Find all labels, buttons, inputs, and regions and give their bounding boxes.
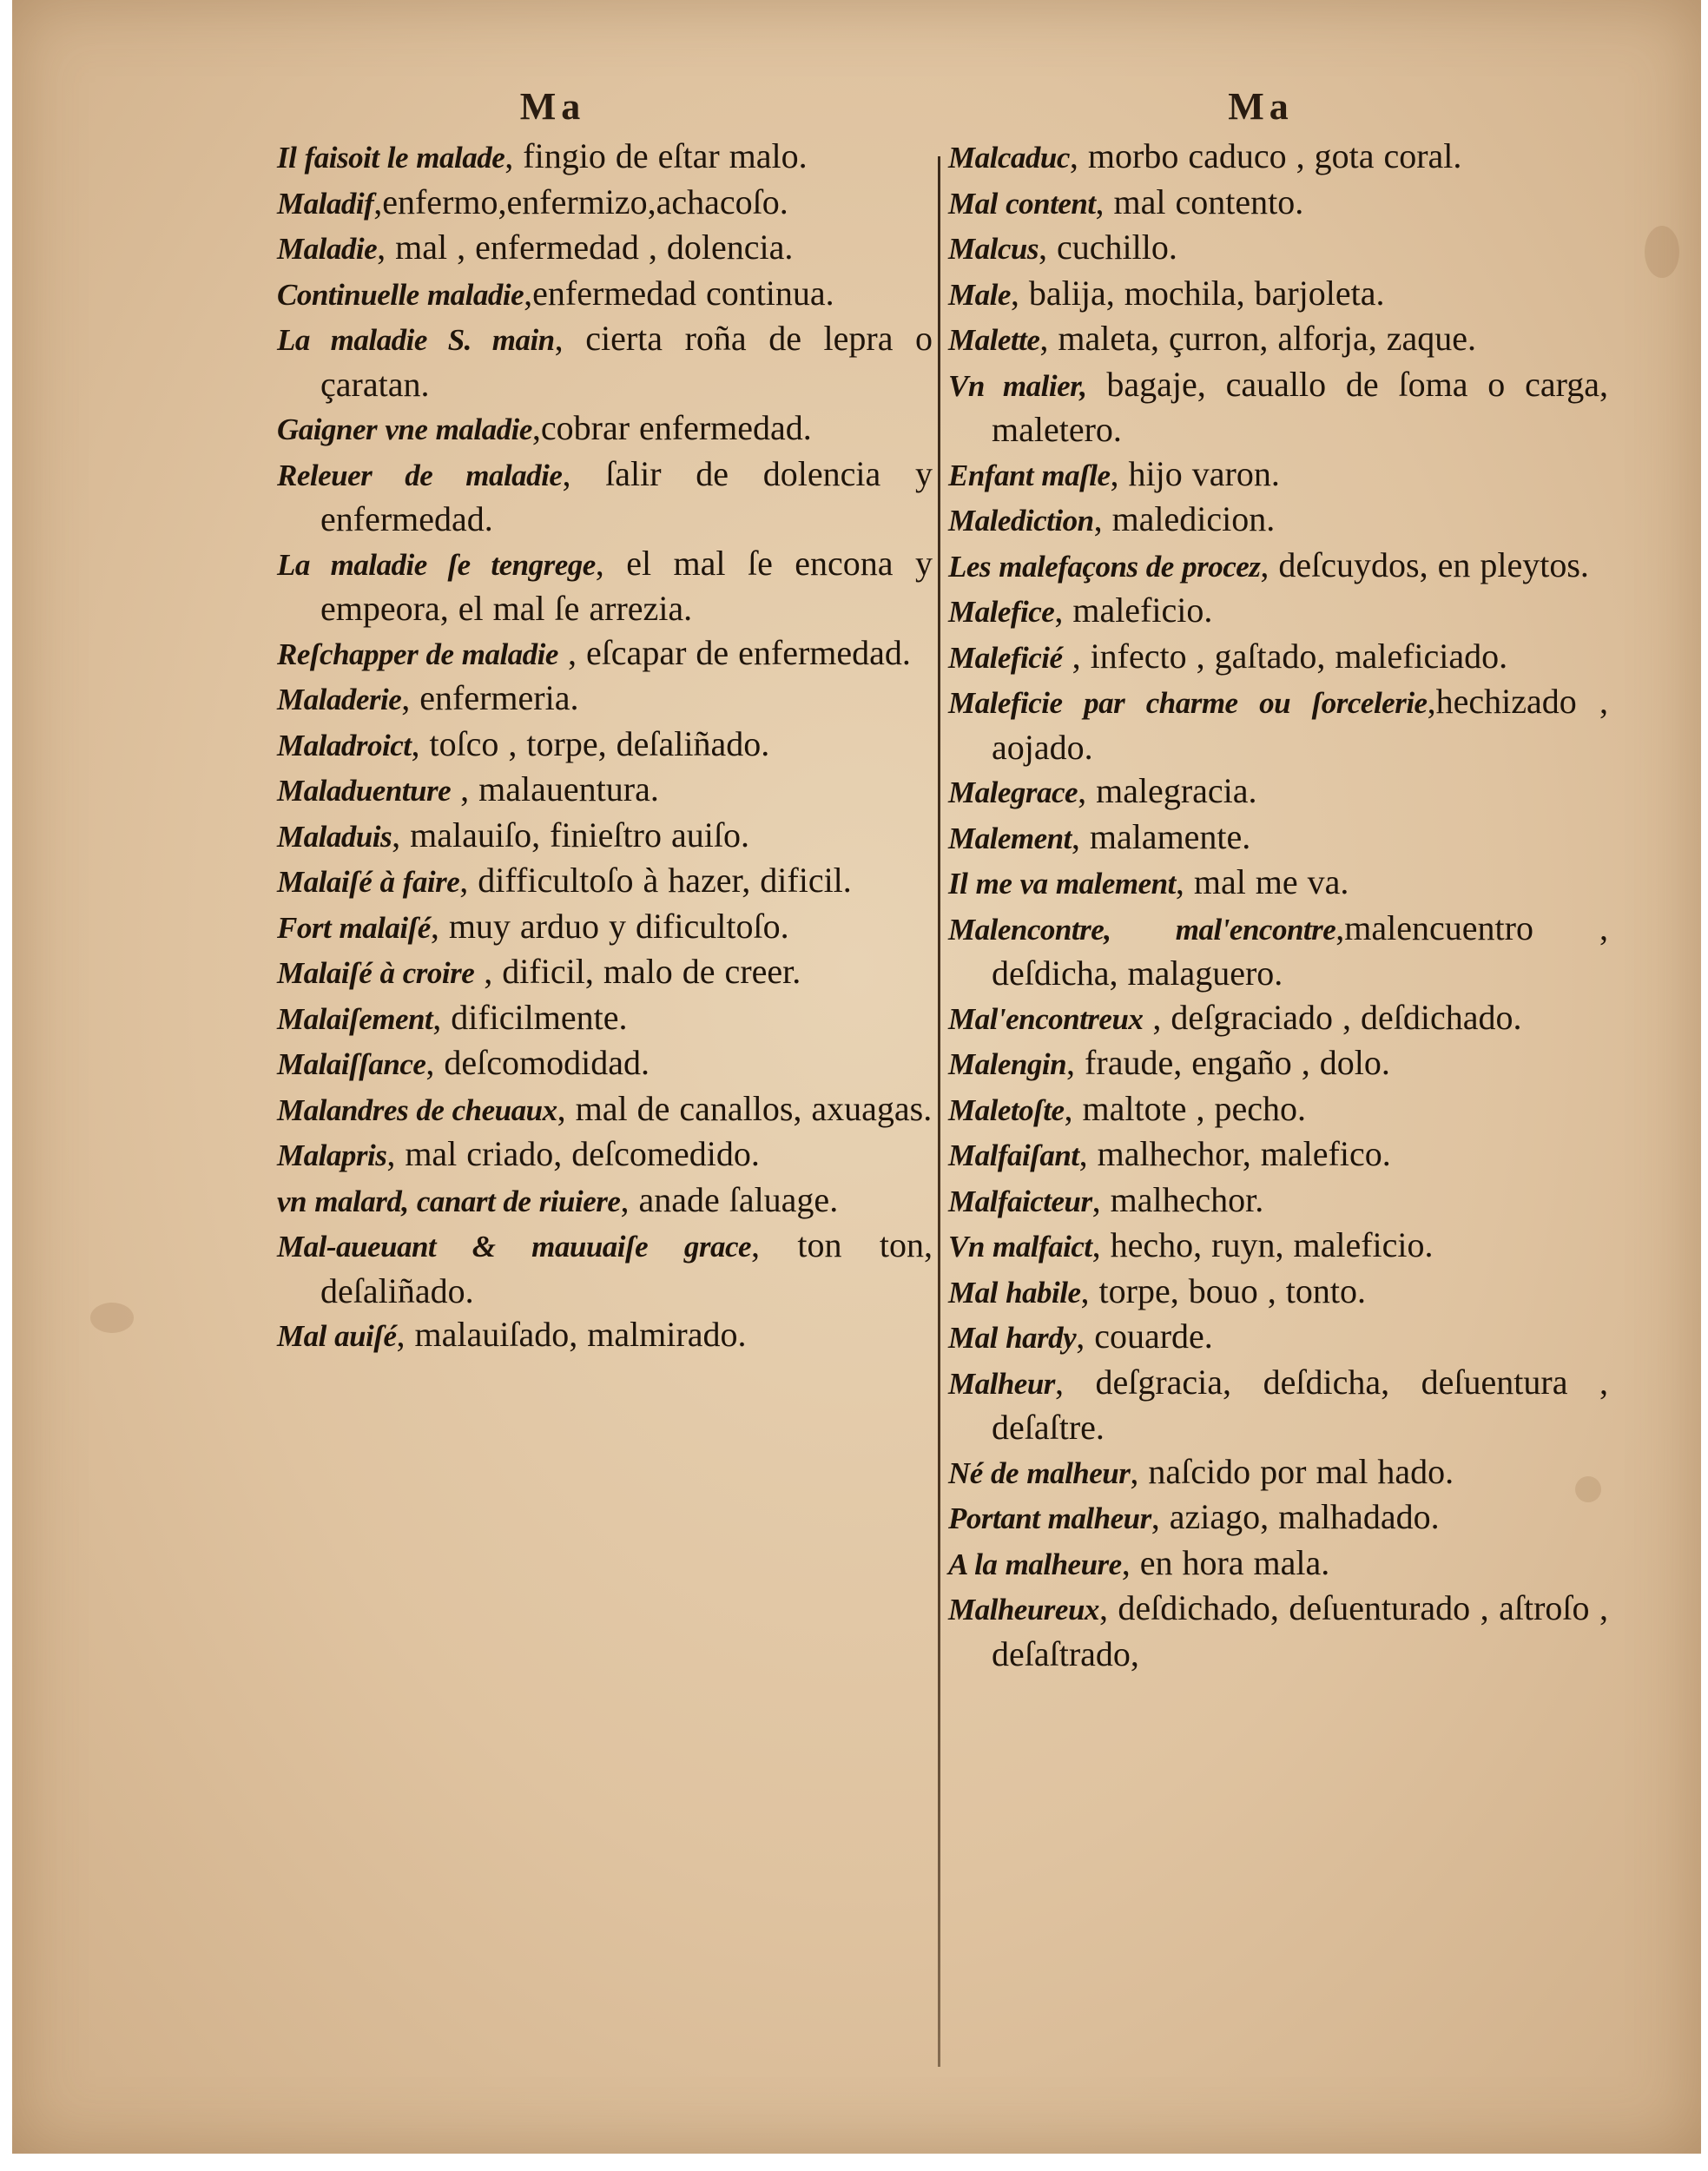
dictionary-entry [277,996,933,1042]
entry-headword: Maladif [277,186,374,221]
entry-headword: Mal'encontreux [948,1001,1144,1036]
entry-headword: Il faisoit le malade [277,141,505,175]
entry-gloss: ,hechizado , aojado. [992,682,1608,767]
scanned-page [12,0,1701,2154]
dictionary-entry [277,181,933,227]
dictionary-entry [948,861,1608,907]
entry-gloss: , maledicion. [1093,499,1276,538]
entry-gloss: , malauiſado, malmirado. [396,1315,747,1354]
entry-headword: Malement [948,821,1072,855]
dictionary-entry [948,498,1608,544]
dictionary-entry [277,135,933,181]
entry-gloss: ,enfermo,enfermizo,achacoſo. [373,181,788,221]
dictionary-entry [948,1270,1608,1316]
entry-headword: La maladie S. main [277,323,555,357]
dictionary-entry [277,859,933,905]
dictionary-entry [277,631,933,677]
entry-headword: Malheur [948,1366,1055,1401]
entry-headword: Malaiſé à faire [277,865,460,899]
entry-gloss: , malamente. [1071,816,1251,856]
dictionary-entry [948,135,1608,181]
dictionary-entry [948,1450,1608,1496]
entry-headword: Mal habile [948,1275,1081,1310]
entry-gloss: , deſgracia, deſdicha, deſuentura , deſaſtre. [992,1362,1608,1447]
dictionary-entry [948,589,1608,635]
entry-headword: Il me va malement [948,867,1176,901]
entry-gloss: , cierta roña de lepra o çaratan. [320,319,933,404]
entry-headword: Malediction [948,504,1094,538]
entry-headword: Reſchapper de maladie [277,637,558,671]
dictionary-entry [948,996,1608,1042]
entry-gloss: , malauiſo, finieſtro auiſo. [392,815,749,855]
entry-headword: Malapris [277,1138,387,1172]
entry-gloss: ,enfermedad continua. [524,273,834,313]
entry-gloss: , deſdichado, deſuenturado , aſtroſo , deſaſtrado, [992,1588,1608,1673]
entry-headword: Les malefaçons de procez [948,549,1261,584]
entry-headword: Maleficie par charme ou ſorcelerie [948,686,1428,720]
entry-headword: Malette [948,323,1040,357]
entry-headword: Vn malfaict [948,1230,1092,1264]
entry-headword: Portant malheur [948,1501,1151,1535]
entry-headword: Vn malier, [948,368,1087,403]
entry-headword: Malheureux [948,1593,1099,1627]
entry-headword: Malengin [948,1047,1067,1081]
entry-headword: Mal auiſé [277,1319,397,1353]
entry-gloss: , aziago, malhadado. [1151,1497,1440,1536]
dictionary-entry [948,769,1608,815]
entry-headword: A la malheure [948,1547,1122,1581]
entry-headword: Fort malaiſé [277,910,431,945]
running-head-left: Ma [519,85,586,128]
dictionary-entry [277,814,933,860]
dictionary-entry [277,272,933,318]
entry-gloss: ,cobrar enfermedad. [531,408,812,447]
entry-gloss: , maleta, çurron, alforja, zaque. [1039,319,1477,358]
dictionary-entry [948,226,1608,272]
entry-gloss: , hecho, ruyn, maleficio. [1091,1225,1434,1264]
paper-stain [1645,226,1679,278]
dictionary-entry [277,1132,933,1178]
dictionary-entry [948,272,1608,318]
entry-gloss: , mal criado, deſcomedido. [386,1134,760,1173]
entry-gloss: , enfermeria. [401,678,579,717]
dictionary-entry [948,1315,1608,1361]
entry-headword: Enfant maſle [948,458,1111,492]
dictionary-entry [948,1587,1608,1676]
entry-headword: Malaiſſance [277,1047,426,1081]
entry-headword: Malencontre, mal'encontre [948,912,1336,947]
entry-gloss: , fingio de eſtar malo. [504,136,808,175]
entry-gloss: , anade ſaluage. [620,1179,839,1219]
entry-headword: Gaigner vne maladie [277,412,532,446]
entry-headword: Male [948,277,1011,312]
entry-headword: Continuelle maladie [277,277,524,312]
column-rule [938,156,940,2067]
right-entry-list [948,135,1608,1676]
dictionary-entry [277,1313,933,1359]
entry-headword: Malegrace [948,775,1078,809]
dictionary-entry [948,680,1608,769]
entry-headword: Malandres de cheuaux [277,1092,557,1127]
running-head-right: Ma [1228,85,1294,128]
dictionary-entry [277,542,933,631]
dictionary-entry [948,635,1608,681]
dictionary-entry [277,905,933,951]
entry-gloss: , eſcapar de enfermedad. [557,632,911,672]
paper-stain [90,1303,134,1333]
entry-gloss: , balija, mochila, barjoleta. [1010,273,1385,313]
dictionary-entry [277,676,933,723]
entry-headword: Releuer de maladie [277,458,563,492]
entry-gloss: , difficultoſo à hazer, dificil. [459,861,852,900]
entry-gloss: , malhechor, malefico. [1078,1134,1391,1173]
dictionary-entry [277,452,933,542]
entry-gloss: , mal contento. [1095,181,1304,221]
entry-headword: Maladie [277,232,378,266]
entry-gloss: , morbo caduco , gota coral. [1069,136,1462,175]
entry-gloss: , mal me va. [1175,862,1349,901]
entry-gloss: , infecto , gaſtado, maleficiado. [1062,636,1508,676]
entry-headword: Malefice [948,595,1055,629]
dictionary-entry [948,544,1608,590]
dictionary-entry [948,317,1608,363]
right-column [948,82,1608,1676]
entry-gloss: , torpe, bouo , tonto. [1080,1270,1366,1310]
entry-headword: Mal hardy [948,1321,1077,1355]
entry-gloss: , deſcuydos, en pleytos. [1260,544,1589,584]
entry-headword: vn malard, canart de riuiere [277,1184,621,1218]
left-entry-list [277,135,933,1359]
entry-headword: Maleficié [948,640,1063,675]
dictionary-entry [948,1361,1608,1450]
entry-gloss: , couarde. [1076,1316,1213,1356]
left-column [277,82,933,1359]
entry-gloss: , malauentura. [451,769,659,808]
entry-gloss: bagaje, cauallo de ſoma o carga, maletero. [992,364,1608,449]
entry-gloss: , dificilmente. [432,997,628,1037]
entry-headword: Mal content [948,186,1096,221]
dictionary-entry [277,226,933,272]
dictionary-entry [948,1224,1608,1270]
dictionary-entry [948,181,1608,227]
entry-gloss: , naſcido por mal hado. [1130,1451,1454,1491]
dictionary-entry [948,1495,1608,1541]
entry-headword: Malaiſement [277,1001,433,1036]
entry-gloss: , mal , enfermedad , dolencia. [377,228,794,267]
entry-gloss: , hijo varon. [1110,453,1280,493]
entry-gloss: , toſco , torpe, deſaliñado. [411,723,770,763]
entry-headword: Maladuenture [277,774,452,808]
entry-gloss: , muy arduo y dificultoſo. [430,906,789,946]
dictionary-entry [948,1178,1608,1224]
entry-gloss: , malhechor. [1091,1179,1264,1219]
entry-gloss: , maleficio. [1054,591,1213,630]
entry-gloss: , deſgraciado , deſdichado. [1143,997,1522,1037]
entry-headword: Malaiſé à croire [277,956,475,990]
entry-gloss: , fraude, engaño , dolo. [1066,1043,1390,1082]
entry-headword: La maladie ſe tengrege [277,547,596,582]
dictionary-entry [277,950,933,996]
entry-gloss: , maltote , pecho. [1064,1088,1306,1128]
dictionary-entry [277,406,933,452]
entry-headword: Malfaiſant [948,1138,1079,1172]
dictionary-entry [277,768,933,814]
entry-headword: Malcaduc [948,141,1070,175]
entry-gloss: , cuchillo. [1038,228,1177,267]
entry-gloss: , dificil, malo de creer. [474,952,801,991]
dictionary-entry [948,1041,1608,1087]
entry-headword: Maladerie [277,683,402,716]
dictionary-entry [277,317,933,406]
entry-headword: Malfaicteur [948,1184,1092,1218]
dictionary-entry [277,1087,933,1133]
dictionary-entry [277,1224,933,1313]
dictionary-entry [948,363,1608,452]
entry-headword: Né de malheur [948,1455,1131,1490]
entry-gloss: , malegracia. [1078,771,1257,810]
entry-headword: Maletoſte [948,1092,1065,1127]
dictionary-entry [948,452,1608,498]
entry-gloss: , ſalir de dolencia y enfermedad. [320,453,933,538]
entry-gloss: , el mal ſe encona y empeora, el mal ſe arrezia. [320,543,933,628]
dictionary-entry [948,815,1608,861]
dictionary-entry [948,907,1608,996]
dictionary-entry [277,1041,933,1087]
dictionary-entry [948,1087,1608,1133]
entry-headword: Mal-aueuant & mauuaiſe grace [277,1230,752,1264]
entry-headword: Maladroict [277,728,412,762]
dictionary-entry [277,723,933,769]
entry-gloss: ,malencuentro , deſdicha, malaguero. [992,907,1608,993]
entry-gloss: , mal de canallos, axuagas. [557,1088,933,1128]
dictionary-entry [277,1178,933,1224]
entry-headword: Malcus [948,232,1039,266]
dictionary-entry [948,1541,1608,1587]
entry-gloss: , deſcomodidad. [425,1043,650,1082]
entry-headword: Maladuis [277,819,392,854]
entry-gloss: , en hora mala. [1121,1542,1330,1582]
entry-gloss: , ton ton, deſaliñado. [320,1225,933,1310]
dictionary-entry [948,1132,1608,1178]
